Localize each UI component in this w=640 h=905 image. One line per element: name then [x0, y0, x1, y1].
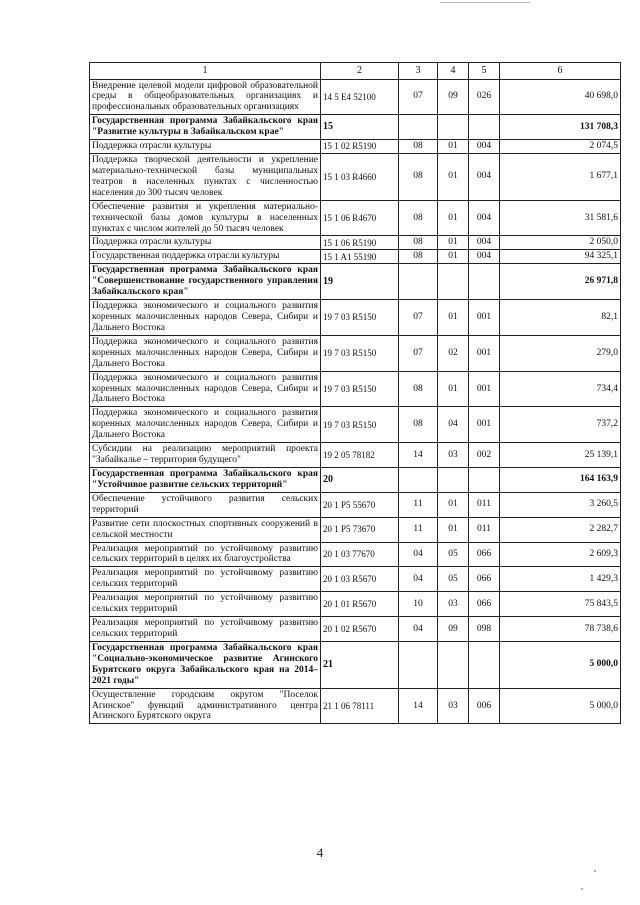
row-col-3: 14: [399, 688, 438, 724]
table-row: [90, 492, 621, 517]
row-col-3: 08: [399, 154, 438, 201]
row-code: 20 1 02 R5670: [321, 617, 399, 642]
scan-speck: [581, 888, 583, 890]
row-col-5: 011: [469, 492, 500, 517]
row-col-3: 04: [399, 617, 438, 642]
table-row: [90, 335, 621, 371]
row-col-4: [438, 641, 469, 688]
table-row: [90, 250, 621, 264]
header-col-3: 3: [399, 63, 438, 80]
row-col-5: 026: [469, 79, 500, 115]
row-amount: 2 609,3: [500, 542, 621, 567]
row-amount: 1 429,3: [500, 567, 621, 592]
row-amount: 2 050,0: [500, 236, 621, 250]
row-name: Поддержка экономического и социального развития коренных малочисленных народов Севера, Сибири и Дальнего Востока: [90, 407, 321, 443]
row-col-4: 03: [438, 443, 469, 468]
row-amount: 2 282,7: [500, 517, 621, 542]
row-code: 20 1 03 R5670: [321, 567, 399, 592]
row-col-4: [438, 468, 469, 493]
row-col-5: [469, 264, 500, 300]
table-row: [90, 688, 621, 724]
row-name: Внедрение целевой модели цифровой образовательной среды в общеобразовательных организациях и профессиональных образовательных организациях: [90, 79, 321, 115]
row-col-3: 10: [399, 592, 438, 617]
row-name: Поддержка экономического и социального развития коренных малочисленных народов Севера, Сибири и Дальнего Востока: [90, 371, 321, 407]
program-row: [90, 468, 621, 493]
row-col-5: [469, 115, 500, 140]
row-col-4: 05: [438, 542, 469, 567]
program-row: [90, 115, 621, 140]
table-row: [90, 300, 621, 336]
row-amount: 25 139,1: [500, 443, 621, 468]
header-col-4: 4: [438, 63, 469, 80]
row-col-4: 01: [438, 236, 469, 250]
row-code: 20 1 P5 55670: [321, 492, 399, 517]
row-col-5: 066: [469, 592, 500, 617]
row-name: Реализация мероприятий по устойчивому развитию сельских территорий: [90, 567, 321, 592]
row-amount: 2 074,5: [500, 140, 621, 154]
row-col-4: 05: [438, 567, 469, 592]
header-col-1: 1: [90, 63, 321, 80]
table-row: [90, 443, 621, 468]
row-name: Поддержка отрасли культуры: [90, 140, 321, 154]
row-name: Поддержка экономического и социального развития коренных малочисленных народов Севера, Сибири и Дальнего Востока: [90, 300, 321, 336]
row-col-3: 07: [399, 335, 438, 371]
row-col-3: 08: [399, 371, 438, 407]
row-col-5: 002: [469, 443, 500, 468]
row-col-3: 08: [399, 140, 438, 154]
row-code: 19: [321, 264, 399, 300]
row-col-4: [438, 115, 469, 140]
row-amount: 1 677,1: [500, 154, 621, 201]
row-col-4: 01: [438, 250, 469, 264]
row-code: 15 1 06 R5190: [321, 236, 399, 250]
table-header-row: [90, 63, 621, 80]
row-col-3: [399, 264, 438, 300]
table-row: [90, 79, 621, 115]
row-code: 19 7 03 R5150: [321, 300, 399, 336]
row-code: 19 7 03 R5150: [321, 407, 399, 443]
row-col-4: 01: [438, 517, 469, 542]
program-row: [90, 264, 621, 300]
table-row: [90, 140, 621, 154]
row-name: Поддержка творческой деятельности и укрепление материально-технической базы муниципальных театров в населенных пунктах с численностью населения до 300 тысяч человек: [90, 154, 321, 201]
row-name: Государственная программа Забайкальского края "Социально-экономическое развитие Агинского Бурятского округа Забайкальского края на 2014–2021 годы": [90, 641, 321, 688]
row-amount: 5 000,0: [500, 641, 621, 688]
row-col-5: 011: [469, 517, 500, 542]
row-col-5: 001: [469, 407, 500, 443]
row-col-4: 01: [438, 492, 469, 517]
row-amount: 78 738,6: [500, 617, 621, 642]
row-code: 15 1 06 R4670: [321, 200, 399, 236]
row-code: 15 1 A1 55190: [321, 250, 399, 264]
table-row: [90, 617, 621, 642]
header-col-6: 6: [500, 63, 621, 80]
row-amount: 31 581,6: [500, 200, 621, 236]
header-col-2: 2: [321, 63, 399, 80]
table-row: [90, 236, 621, 250]
row-col-3: 04: [399, 567, 438, 592]
page-number: 4: [316, 845, 324, 860]
row-col-4: 04: [438, 407, 469, 443]
row-amount: 734,4: [500, 371, 621, 407]
row-code: 15 1 02 R5190: [321, 140, 399, 154]
row-col-4: 01: [438, 200, 469, 236]
row-col-4: 02: [438, 335, 469, 371]
table-row: [90, 407, 621, 443]
row-code: 19 2 05 78182: [321, 443, 399, 468]
row-col-5: 004: [469, 140, 500, 154]
row-col-4: 01: [438, 300, 469, 336]
row-col-3: 11: [399, 517, 438, 542]
row-amount: 737,2: [500, 407, 621, 443]
table-row: [90, 371, 621, 407]
row-code: 19 7 03 R5150: [321, 335, 399, 371]
table-row: [90, 592, 621, 617]
row-amount: 164 163,9: [500, 468, 621, 493]
table-row: [90, 200, 621, 236]
row-col-4: 01: [438, 140, 469, 154]
row-code: 20 1 P5 73670: [321, 517, 399, 542]
row-code: 15: [321, 115, 399, 140]
row-col-3: [399, 115, 438, 140]
row-col-5: 001: [469, 335, 500, 371]
row-col-3: [399, 468, 438, 493]
table-row: [90, 542, 621, 567]
row-name: Реализация мероприятий по устойчивому развитию сельских территорий: [90, 592, 321, 617]
row-col-3: 07: [399, 79, 438, 115]
row-col-5: 098: [469, 617, 500, 642]
row-col-5: 004: [469, 250, 500, 264]
row-col-5: [469, 641, 500, 688]
row-col-5: 004: [469, 200, 500, 236]
row-col-3: [399, 641, 438, 688]
row-col-5: 001: [469, 371, 500, 407]
row-code: 20 1 01 R5670: [321, 592, 399, 617]
row-name: Государственная программа Забайкальского края "Совершенствование государственного управления Забайкальского края": [90, 264, 321, 300]
row-name: Реализация мероприятий по устойчивому развитию сельских территорий в целях их благоустройства: [90, 542, 321, 567]
row-name: Обеспечение развития и укрепления материально-технической базы домов культуры в населенных пунктах с числом жителей до 50 тысяч человек: [90, 200, 321, 236]
row-col-4: 09: [438, 617, 469, 642]
row-col-5: 001: [469, 300, 500, 336]
row-name: Осуществление городским округом "Поселок Агинское" функций административного центра Агинского Бурятского округа: [90, 688, 321, 724]
row-col-5: 004: [469, 236, 500, 250]
row-col-4: [438, 264, 469, 300]
row-code: 14 5 E4 52100: [321, 79, 399, 115]
row-col-4: 09: [438, 79, 469, 115]
row-code: 19 7 03 R5150: [321, 371, 399, 407]
row-amount: 5 000,0: [500, 688, 621, 724]
row-name: Поддержка экономического и социального развития коренных малочисленных народов Севера, Сибири и Дальнего Востока: [90, 335, 321, 371]
row-col-5: 066: [469, 567, 500, 592]
row-col-5: [469, 468, 500, 493]
row-col-3: 07: [399, 300, 438, 336]
row-code: 15 1 03 R4660: [321, 154, 399, 201]
row-amount: 26 971,8: [500, 264, 621, 300]
row-name: Государственная программа Забайкальского края "Устойчивое развитие сельских территорий": [90, 468, 321, 493]
row-name: Реализация мероприятий по устойчивому развитию сельских территорий: [90, 617, 321, 642]
row-name: Субсидии на реализацию мероприятий проекта "Забайкалье – территория будущего": [90, 443, 321, 468]
scan-artifact-line: [440, 2, 530, 3]
table-body: [90, 79, 621, 724]
row-col-3: 08: [399, 200, 438, 236]
row-amount: 3 260,5: [500, 492, 621, 517]
row-code: 21 1 06 78111: [321, 688, 399, 724]
row-col-5: 006: [469, 688, 500, 724]
row-name: Обеспечение устойчивого развития сельских территорий: [90, 492, 321, 517]
table-row: [90, 517, 621, 542]
row-amount: 40 698,0: [500, 79, 621, 115]
row-col-4: 01: [438, 154, 469, 201]
row-name: Государственная поддержка отрасли культуры: [90, 250, 321, 264]
budget-table: [89, 62, 621, 724]
row-amount: 131 708,3: [500, 115, 621, 140]
row-code: 20 1 03 77670: [321, 542, 399, 567]
row-col-3: 04: [399, 542, 438, 567]
row-name: Развитие сети плоскостных спортивных сооружений в сельской местности: [90, 517, 321, 542]
row-col-5: 066: [469, 542, 500, 567]
row-col-5: 004: [469, 154, 500, 201]
row-amount: 94 325,1: [500, 250, 621, 264]
row-amount: 75 843,5: [500, 592, 621, 617]
row-col-4: 01: [438, 371, 469, 407]
row-code: 20: [321, 468, 399, 493]
row-col-4: 03: [438, 592, 469, 617]
row-col-3: 08: [399, 250, 438, 264]
row-col-3: 08: [399, 407, 438, 443]
row-col-3: 08: [399, 236, 438, 250]
header-col-5: 5: [469, 63, 500, 80]
row-col-3: 14: [399, 443, 438, 468]
row-amount: 82,1: [500, 300, 621, 336]
row-name: Государственная программа Забайкальского края "Развитие культуры в Забайкальском крае": [90, 115, 321, 140]
program-row: [90, 641, 621, 688]
scan-speck: [594, 870, 596, 872]
row-col-3: 11: [399, 492, 438, 517]
table-row: [90, 154, 621, 201]
row-amount: 279,0: [500, 335, 621, 371]
row-col-4: 03: [438, 688, 469, 724]
row-code: 21: [321, 641, 399, 688]
table-row: [90, 567, 621, 592]
row-name: Поддержка отрасли культуры: [90, 236, 321, 250]
